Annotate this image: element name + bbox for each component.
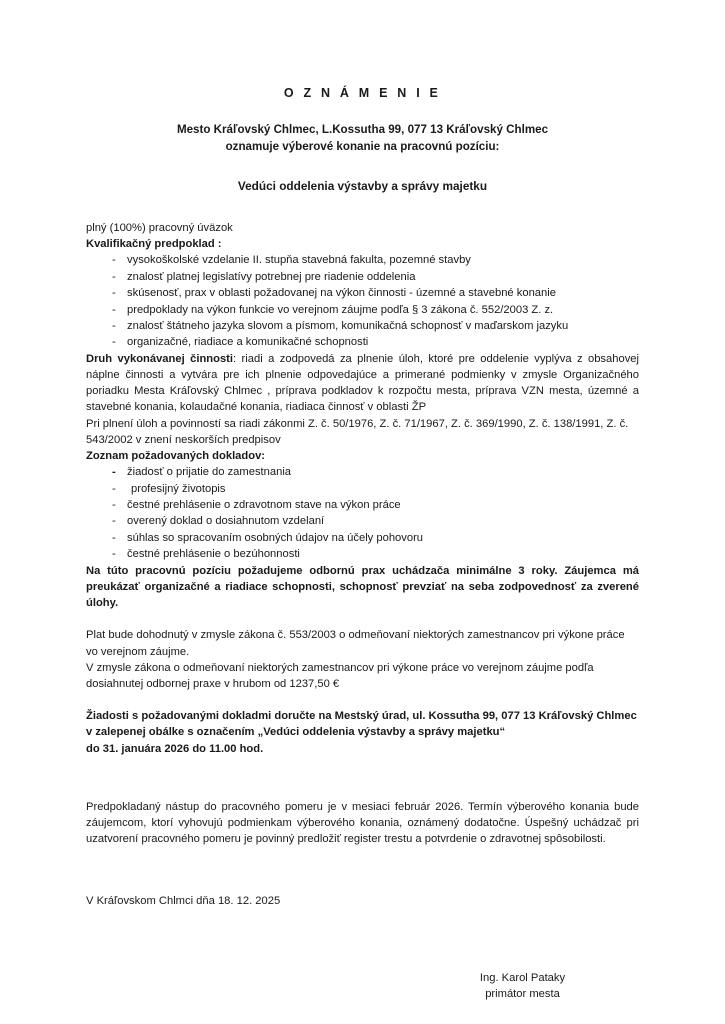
place-date: V Kráľovskom Chlmci dňa 18. 12. 2025: [86, 895, 281, 908]
signer-role: primátor mesta: [485, 987, 560, 1000]
signer-name: Ing. Karol Pataky: [479, 972, 566, 985]
activity-text: : riadi a zodpovedá za plnenie úloh, ktoré pre oddelenie vyplýva z obsahovej náplne činnosti a vytvára pre ich plnenie odpovedajúce a primerané podmienky v zmysle Organizačného poriadku Mesta Kráľovský Chlmec , príprava podkladov k rozpočtu mesta, príprava VZN mesta, územné a stavebné konania, kolaudačné konania, riadiaca činnosť v oblasti ŽP: [86, 352, 639, 414]
organization-block: [86, 101, 639, 155]
position-title: Vedúci oddelenia výstavby a správy majetku: [237, 179, 488, 193]
application-line-3: do 31. januára 2026 do 11.00 hod.: [86, 742, 264, 755]
laws-paragraph: Pri plnení úloh a povinností sa riadi zákonmi Z. č. 50/1976, Z. č. 71/1967, Z. č. 369/1990, Z. č. 138/1991, Z. č. 543/2002 v znení neskorších predpisov: [86, 417, 629, 446]
application-line-2: v zalepenej obálke s označením „Vedúci oddelenia výstavby a správy majetku“: [86, 726, 506, 739]
organization-address: Mesto Kráľovský Chlmec, L.Kossutha 99, 077 13 Kráľovský Chlmec: [176, 123, 549, 136]
spacer: [86, 783, 639, 799]
workload-text: plný (100%) pracovný úväzok: [86, 222, 233, 234]
documents-list: [86, 464, 639, 562]
list-item: - žiadosť o prijatie do zamestnania: [86, 464, 639, 480]
list-item: - overený doklad o dosiahnutom vzdelaní: [86, 513, 639, 529]
list-item: - profesijný životopis: [86, 481, 639, 497]
salary-paragraph-2-line-1: V zmysle zákona o odmeňovaní niektorých zamestnancov pri výkone práce vo verejnom záujme podľa: [86, 661, 594, 674]
signature-block: [86, 909, 639, 1002]
application-line-1: Žiadosti s požadovanými dokladmi doručte na Mestský úrad, ul. Kossutha 99, 077 13 Kráľovský Chlmec: [86, 710, 637, 723]
body-section: [86, 194, 639, 1002]
spacer: [86, 611, 639, 627]
list-item: - vysokoškolské vzdelanie II. stupňa stavebná fakulta, pozemné stavby: [86, 252, 639, 268]
closing-paragraph: Predpokladaný nástup do pracovného pomeru je v mesiaci február 2026. Termín výberového konania bude záujemcom, ktorí vyhovujú podmienkam výberového konania, oznámený dodatočne. Úspešný uchádzač pri uzatvorení pracovného pomeru je povinný predložiť register trestu a potvrdenie o zdravotnej spôsobilosti.: [86, 800, 639, 846]
list-item: - organizačné, riadiace a komunikačné schopnosti: [86, 334, 639, 350]
qualification-list: [86, 252, 639, 350]
list-item: - znalosť štátneho jazyka slovom a písmom, komunikačná schopnosť v maďarskom jazyku: [86, 318, 639, 334]
list-item: - súhlas so spracovaním osobných údajov na účely pohovoru: [86, 530, 639, 546]
activity-label: Druh vykonávanej činnosti: [86, 352, 234, 365]
list-item: - čestné prehlásenie o bezúhonnosti: [86, 546, 639, 562]
salary-paragraph-1: Plat bude dohodnutý v zmysle zákona č. 553/2003 o odmeňovaní niektorých zamestnancov pri výkone práce vo verejnom záujme.: [86, 629, 625, 658]
documents-heading: Zoznam požadovaných dokladov:: [86, 450, 266, 463]
experience-paragraph: Na túto pracovnú pozíciu požadujeme odbornú prax uchádzača minimálne 3 roky. Záujemca má preukázať organizačné a riadiace schopnosti, schopnosť prevziať na seba zodpovednosť za zverené úlohy.: [86, 564, 639, 610]
salary-paragraph-2-line-2: dosiahnutej odbornej praxe v hrubom od 1237,50 €: [86, 677, 340, 690]
spacer: [86, 692, 639, 708]
activity-paragraph: [86, 351, 639, 416]
document-content: [86, 0, 639, 1002]
spacer: [86, 757, 639, 783]
list-item: - znalosť platnej legislatívy potrebnej pre riadenie oddelenia: [86, 269, 639, 285]
list-item: - čestné prehlásenie o zdravotnom stave na výkon práce: [86, 497, 639, 513]
page-title: O Z N Á M E N I E: [283, 86, 442, 100]
announcement-subtitle: oznamuje výberové konanie na pracovnú pozíciu:: [225, 139, 500, 153]
list-item: - skúsenosť, prax v oblasti požadovanej na výkon činnosti - územné a stavebné konanie: [86, 285, 639, 301]
list-item: - predpoklady na výkon funkcie vo verejnom záujme podľa § 3 zákona č. 552/2003 Z. z.: [86, 302, 639, 318]
qualification-heading: Kvalifikačný predpoklad :: [86, 238, 222, 251]
